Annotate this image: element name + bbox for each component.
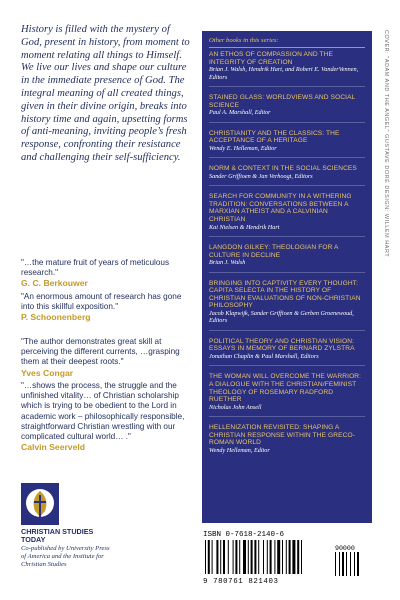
other-books-panel: [202, 31, 372, 523]
book-divider: [209, 416, 365, 417]
book-authors: Jonathan Chaplin & Paul Marshall, Editors: [209, 352, 319, 360]
quote-1: [21, 258, 191, 289]
book-divider: [209, 236, 365, 237]
book-title: LANGDON GILKEY: THEOLOGIAN FOR A CULTURE IN DECLINE: [209, 243, 339, 259]
book-title: BRINGING INTO CAPTIVITY EVERY THOUGHT: CAPITA SELECTA IN THE HISTORY OF CHRISTIAN EVALUATIONS OF NON-CHRISTIAN PHILOSOPHY: [209, 279, 361, 310]
panel-divider: [209, 47, 365, 48]
quote-3: [21, 337, 191, 379]
book-authors: Sander Griffioen & Jan Verhoogt, Editors: [209, 172, 313, 180]
panel-heading: Other books in this series:: [209, 37, 279, 44]
isbn-label: ISBN 0-7618-2140-6: [203, 531, 285, 539]
series-name: CHRISTIAN STUDIES TODAY: [21, 527, 94, 545]
series-logo-icon: [21, 483, 59, 525]
book-title: AN ETHOS OF COMPASSION AND THE INTEGRITY OF CREATION: [209, 51, 334, 66]
book-entry: [209, 244, 365, 273]
book-authors: Nicholas John Ansell: [209, 403, 262, 411]
book-divider: [209, 365, 365, 366]
book-title: HELLENIZATION REVISITED: SHAPING A CHRISTIAN RESPONSE WITHIN THE GRECO-ROMAN WORLD: [209, 424, 355, 447]
book-authors: Brian J. Walsh: [209, 259, 246, 267]
quote-4: [21, 381, 191, 453]
book-title: CHRISTIANITY AND THE CLASSICS: THE ACCEPTANCE OF A HERITAGE: [209, 129, 340, 145]
quote-author: G. C. Berkouwer: [21, 278, 88, 289]
quote-text: "…the mature fruit of years of meticulous research.": [21, 258, 170, 278]
book-authors: Brian J. Walsh, Hendrik Hart, and Robert E. VanderVennen, Editors: [209, 66, 359, 81]
book-title: SEARCH FOR COMMUNITY IN A WITHERING TRADITION: CONVERSATIONS BETWEEN A MARXIAN ATHEIST AND A CALVINIAN CHRISTIAN: [209, 193, 352, 223]
book-entry: [209, 193, 365, 237]
book-authors: Jacob Klapwijk, Sander Griffioen & Gerben Groenewoud, Editors: [209, 309, 354, 325]
quote-text: "The author demonstrates great skill at perceiving the different currents, …grasping them at their deepest roots.": [21, 337, 180, 367]
book-entry: [209, 373, 365, 417]
book-entry: [209, 94, 365, 123]
book-entry: [209, 165, 365, 186]
quote-author: Calvin Seerveld: [21, 442, 86, 453]
book-divider: [209, 157, 365, 158]
book-authors: Paul A. Marshall, Editor: [209, 109, 271, 117]
quote-text: "…shows the process, the struggle and the unfinished vitality… of Christian scholarship which is trying to be obedient to the Lord in academic work – philosophically responsible, straightforward Christian wrestling with our complicated cultural world… .": [21, 381, 185, 442]
book-divider: [209, 122, 365, 123]
book-title: NORM & CONTEXT IN THE SOCIAL SCIENCES: [209, 165, 357, 173]
book-entry: [209, 338, 365, 367]
book-authors: Wendy E. Helleman, Editor: [209, 144, 277, 152]
book-entry: [209, 424, 365, 454]
quote-author: P. Schoonenberg: [21, 312, 91, 323]
quote-author: Yves Congar: [21, 367, 74, 378]
book-title: POLITICAL THEORY AND CHRISTIAN VISION: ESSAYS IN MEMORY OF BERNARD ZYLSTRA: [209, 337, 355, 353]
book-authors: Kai Nielsen & Hendrik Hart: [209, 223, 280, 231]
quote-text: "An enormous amount of research has gone into this skillful exposition.": [21, 292, 182, 312]
book-divider: [209, 272, 365, 273]
book-divider: [209, 330, 365, 331]
quote-2: [21, 292, 191, 323]
book-divider: [209, 86, 365, 87]
barcode-addon: 90000: [335, 545, 355, 552]
book-entry: [209, 280, 365, 331]
book-divider: [209, 185, 365, 186]
book-entry: [209, 51, 365, 87]
ean-number: 9 780761 821403: [203, 578, 279, 586]
book-authors: Wendy Helleman, Editor: [209, 446, 270, 454]
book-title: THE WOMAN WILL OVERCOME THE WARRIOR: A DIALOGUE WITH THE CHRISTIAN/FEMINIST THEOLOGY OF ROSEMARY RADFORD RUETHER: [209, 373, 362, 404]
book-title: STAINED GLASS: WORLDVIEWS AND SOCIAL SCIENCE: [209, 94, 356, 109]
spine-credit-text: COVER: "ADAM AND THE ANGEL" GUSTAVE DORÉ DESIGN: WILLEM HART: [383, 30, 389, 258]
book-entry: [209, 130, 365, 159]
copublisher-note: Co-published by University Press of America and the Institute for Christian Studies: [21, 545, 110, 568]
intro-paragraph: History is filled with the mystery of God, present in history, from moment to moment relating all things to Himself. We live our lives and shape our culture in the immediate presence of God. The integral meaning of all created things, given in their divine origin, breaks into history time and again, upsetting forms of anti-meaning, inviting people’s fresh response, confronting their resistance and challenging their self-sufficiency.: [21, 24, 190, 163]
